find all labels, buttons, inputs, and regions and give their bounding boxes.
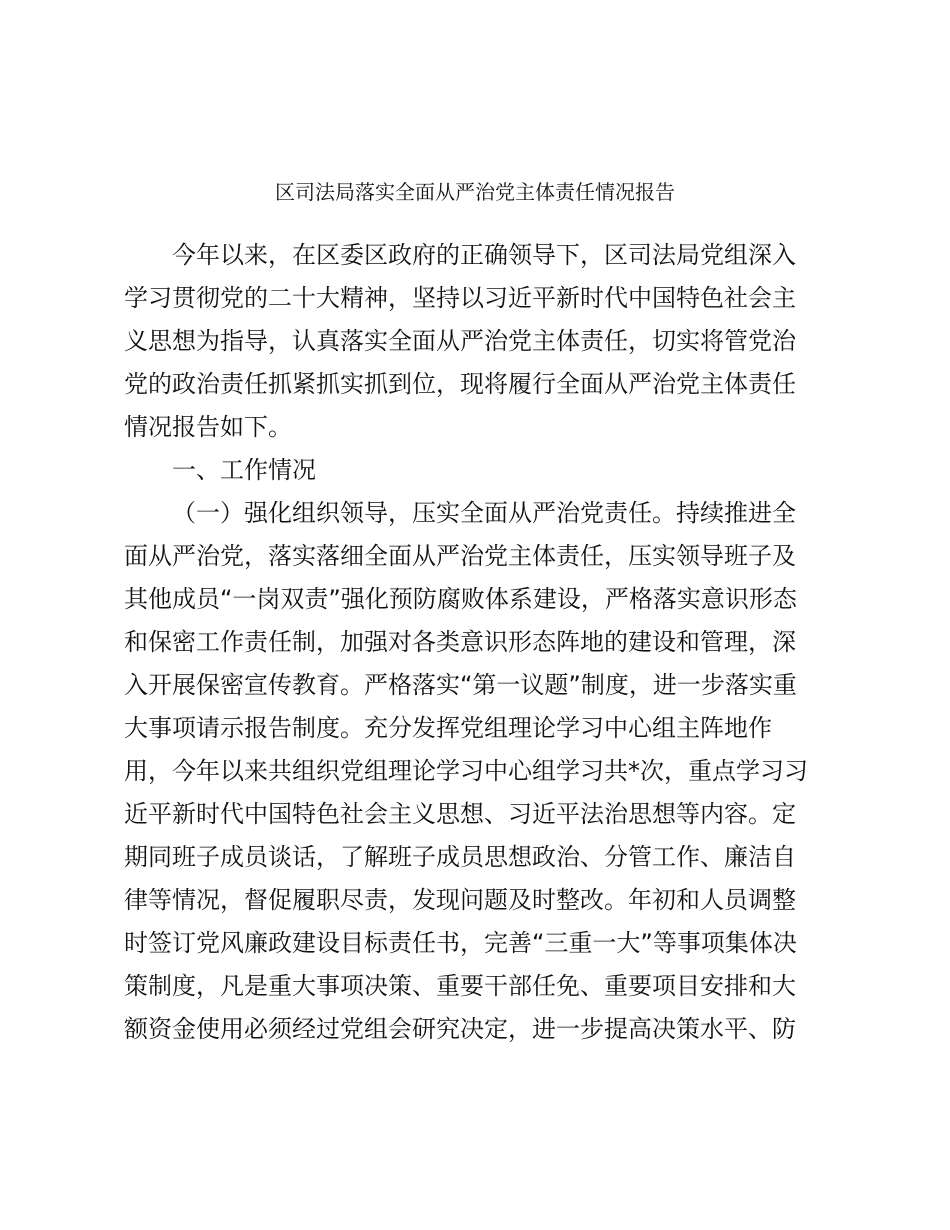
paragraph-line: 入开展保密宣传教育。严格落实“第一议题”制度，进一步落实重 — [124, 671, 797, 699]
paragraph-line: 近平新时代中国特色社会主义思想、习近平法治思想等内容。定 — [124, 800, 796, 828]
paragraph-line: 用，今年以来共组织党组理论学习中心组学习共*次，重点学习习 — [124, 757, 808, 785]
paragraph-line: 大事项请示报告制度。充分发挥党组理论学习中心组主阵地作 — [124, 714, 772, 742]
paragraph-line: 义思想为指导，认真落实全面从严治党主体责任，切实将管党治 — [124, 327, 796, 355]
document-title: 区司法局落实全面从严治党主体责任情况报告 — [275, 180, 675, 204]
paragraph-line: 期同班子成员谈话，了解班子成员思想政治、分管工作、廉洁自 — [124, 843, 796, 871]
paragraph-line: 律等情况，督促履职尽责，发现问题及时整改。年初和人员调整 — [124, 886, 796, 914]
paragraph-line: 其他成员“一岗双责”强化预防腐败体系建设，严格落实意识形态 — [124, 585, 797, 613]
paragraph-line: 策制度，凡是重大事项决策、重要干部任免、重要项目安排和大 — [124, 972, 796, 1000]
paragraph-line: 今年以来，在区委区政府的正确领导下，区司法局党组深入 — [172, 241, 796, 269]
paragraph-line: 党的政治责任抓紧抓实抓到位，现将履行全面从严治党主体责任 — [124, 370, 796, 398]
paragraph-line: 学习贯彻党的二十大精神，坚持以习近平新时代中国特色社会主 — [124, 284, 796, 312]
paragraph-line: 情况报告如下。 — [124, 413, 292, 441]
paragraph-line: （一）强化组织领导，压实全面从严治党责任。持续推进全 — [172, 499, 796, 527]
paragraph-line: 时签订党风廉政建设目标责任书，完善“三重一大”等事项集体决 — [124, 929, 797, 957]
section-heading: 一、工作情况 — [172, 456, 316, 484]
paragraph-line: 额资金使用必须经过党组会研究决定，进一步提高决策水平、防 — [124, 1015, 796, 1043]
paragraph-line: 和保密工作责任制，加强对各类意识形态阵地的建设和管理，深 — [124, 628, 796, 656]
paragraph-line: 面从严治党，落实落细全面从严治党主体责任，压实领导班子及 — [124, 542, 796, 570]
